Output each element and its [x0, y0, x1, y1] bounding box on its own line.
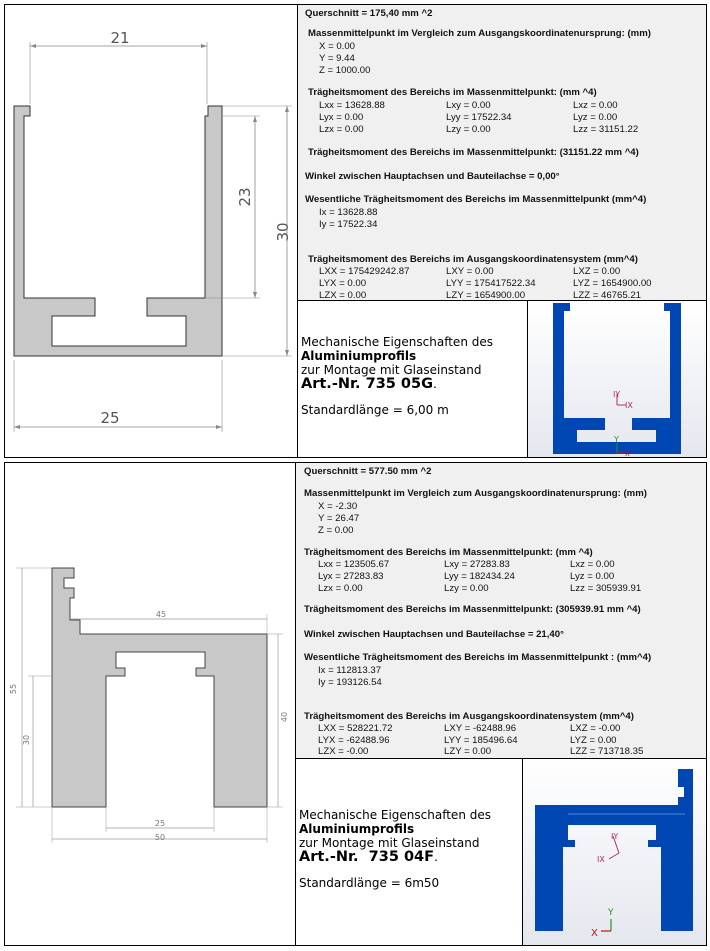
- dim-right-1: 30: [274, 222, 292, 242]
- inertia-cell-2: Lyx = 27283.83: [318, 571, 384, 582]
- centroid-y-2: Y = 26.47: [318, 513, 360, 524]
- y-axis-label-2: Y: [608, 908, 614, 918]
- origin-cell-2: LZY = 0.00: [444, 746, 492, 757]
- origin-cell-1: LZZ = 46765.21: [573, 290, 642, 301]
- inertia-cell-2: Lzz = 305939.91: [570, 583, 642, 594]
- dim-top-2: 45: [155, 610, 167, 619]
- inertia-cell-2: Lxx = 123505.67: [318, 559, 390, 570]
- profile-render-1: [528, 301, 706, 457]
- article-number-2: Art.-Nr. 735 04F: [299, 849, 435, 865]
- info-line1-2: Mechanische Eigenschaften des: [299, 808, 491, 822]
- inertia-cell-2: Lyy = 182434.24: [444, 571, 515, 582]
- inertia-cell-2: Lxz = 0.00: [570, 559, 615, 570]
- inertia-cell-1: Lxy = 0.00: [446, 100, 491, 111]
- dim-bottom-1: 25: [100, 409, 120, 427]
- inertia-cell-2: Lxy = 27283.83: [444, 559, 510, 570]
- article-suffix-2: .: [434, 850, 438, 864]
- inertia-cell-1: Lyy = 17522.34: [446, 112, 512, 123]
- centroid-z-1: Z = 1000.00: [319, 65, 371, 76]
- x-axis-label-1: X: [625, 450, 630, 457]
- info-line3-1: zur Montage mit Glaseinstand: [301, 363, 482, 377]
- dim-bottom-2: 50: [154, 833, 166, 842]
- profile-drawing-2: [0, 462, 295, 946]
- origin-cell-2: LYY = 185496.64: [444, 735, 518, 746]
- properties-panel-1: [298, 5, 706, 300]
- standard-length-1: Standardlänge = 6,00 m: [301, 403, 449, 417]
- article-number-row-2: [299, 850, 521, 864]
- origin-title-2: Trägheitsmoment des Bereichs im Ausgangskoordinatensystem (mm^4): [304, 711, 634, 722]
- info-line3-2: zur Montage mit Glaseinstand: [299, 836, 480, 850]
- article-number-1: Art.-Nr. 735 05G: [301, 376, 434, 392]
- inertia-cell-1: Lxx = 13628.88: [319, 100, 385, 111]
- inertia-cell-1: Lyx = 0.00: [319, 112, 364, 123]
- inertia-cell-2: Lyz = 0.00: [570, 571, 615, 582]
- inertia-cell-1: Lzy = 0.00: [446, 124, 491, 135]
- x-axis-label-2: X: [591, 928, 598, 939]
- properties-panel-2: [296, 463, 706, 758]
- angle-2: Winkel zwischen Hauptachsen und Bauteilachse = 21,40°: [304, 629, 564, 640]
- standard-length-2: Standardlänge = 6m50: [299, 876, 440, 890]
- origin-cell-1: LYY = 175417522.34: [446, 278, 536, 289]
- origin-cell-2: LXX = 528221.72: [318, 723, 393, 734]
- info-block-2: [299, 808, 521, 890]
- dim-right-2: 40: [280, 711, 289, 723]
- info-line1-1: Mechanische Eigenschaften des: [301, 335, 493, 349]
- origin-cell-2: LYZ = 0.00: [570, 735, 617, 746]
- ix-axis-label-2: IX: [597, 855, 605, 864]
- origin-cell-2: LZZ = 713718.35: [570, 746, 644, 757]
- y-axis-label-1: Y: [614, 435, 619, 444]
- principal-title-2: Wesentliche Trägheitsmoment des Bereichs im Massenmittelpunkt : (mm^4): [304, 652, 652, 663]
- info-line2-2: Aluminiumprofils: [299, 822, 415, 836]
- ix-axis-label-1: IX: [625, 401, 633, 410]
- iy-axis-label-2: IY: [611, 832, 619, 841]
- inertia-cell-1: Lzx = 0.00: [319, 124, 364, 135]
- origin-cell-1: LZY = 1654900.00: [446, 290, 526, 301]
- centroid-title-2: Massenmittelpunkt im Vergleich zum Ausgangskoordinatenursprung: (mm): [304, 488, 647, 499]
- origin-cell-2: LYX = -62488.96: [318, 735, 390, 746]
- dim-left-inner-2: 30: [22, 734, 31, 746]
- principal-ix-1: Ix = 13628.88: [319, 207, 378, 218]
- principal-iy-2: Iy = 193126.54: [318, 677, 382, 688]
- principal-title-1: Wesentliche Trägheitsmoment des Bereichs im Massenmittelpunkt (mm^4): [305, 194, 647, 205]
- inertia-cell-1: Lzz = 31151.22: [573, 124, 639, 135]
- profile-shape-1: [14, 106, 222, 356]
- centroid-z-2: Z = 0.00: [318, 525, 354, 536]
- polar-inertia-2: Trägheitsmoment des Bereichs im Massenmittelpunkt: (305939.91 mm ^4): [304, 604, 641, 615]
- origin-cell-1: LYX = 0.00: [319, 278, 367, 289]
- inertia-cell-1: Lyz = 0.00: [573, 112, 618, 123]
- inertia-cell-2: Lzx = 0.00: [318, 583, 363, 594]
- angle-1: Winkel zwischen Hauptachsen und Bauteilachse = 0,00°: [305, 171, 560, 182]
- principal-ix-2: Ix = 112813.37: [318, 665, 382, 676]
- origin-cell-1: LXX = 175429242.87: [319, 266, 410, 277]
- info-line2-1: Aluminiumprofils: [301, 349, 417, 363]
- dim-top-1: 21: [110, 29, 130, 47]
- origin-cell-1: LZX = 0.00: [319, 290, 367, 301]
- cross-section-1: Querschnitt = 175,40 mm ^2: [305, 8, 433, 19]
- dim-left-1: 23: [236, 187, 254, 207]
- dim-left-outer-2: 55: [9, 683, 18, 695]
- article-suffix-1: .: [433, 377, 437, 391]
- inertia-title-1: Trägheitsmoment des Bereichs im Massenmittelpunkt: (mm ^4): [308, 87, 597, 98]
- origin-cell-2: LXZ = -0.00: [570, 723, 621, 734]
- centroid-y-1: Y = 9.44: [319, 53, 355, 64]
- profile-shape-2: [52, 568, 267, 807]
- origin-cell-1: LYZ = 1654900.00: [573, 278, 652, 289]
- dim-bottom-inner-2: 25: [154, 819, 166, 828]
- centroid-title-1: Massenmittelpunkt im Vergleich zum Ausgangskoordinatenursprung: (mm): [308, 28, 651, 39]
- profile-drawing-1: [0, 0, 297, 458]
- polar-inertia-1: Trägheitsmoment des Bereichs im Massenmittelpunkt: (31151.22 mm ^4): [308, 147, 639, 158]
- origin-title-1: Trägheitsmoment des Bereichs im Ausgangskoordinatensystem (mm^4): [308, 254, 638, 265]
- origin-cell-1: LXY = 0.00: [446, 266, 494, 277]
- principal-iy-1: Iy = 17522.34: [319, 219, 378, 230]
- inertia-title-2: Trägheitsmoment des Bereichs im Massenmittelpunkt: (mm ^4): [304, 547, 593, 558]
- origin-cell-2: LZX = -0.00: [318, 746, 369, 757]
- inertia-cell-2: Lzy = 0.00: [444, 583, 489, 594]
- iy-axis-label-1: IY: [613, 390, 621, 399]
- centroid-x-2: X = -2.30: [318, 501, 358, 512]
- inertia-cell-1: Lxz = 0.00: [573, 100, 618, 111]
- cross-section-2: Querschnitt = 577.50 mm ^2: [304, 466, 432, 477]
- origin-cell-1: LXZ = 0.00: [573, 266, 621, 277]
- article-number-row-1: [301, 377, 525, 391]
- origin-cell-2: LXY = -62488.96: [444, 723, 517, 734]
- info-block-1: [301, 335, 525, 417]
- centroid-x-1: X = 0.00: [319, 41, 356, 52]
- profile-render-2: [523, 759, 706, 945]
